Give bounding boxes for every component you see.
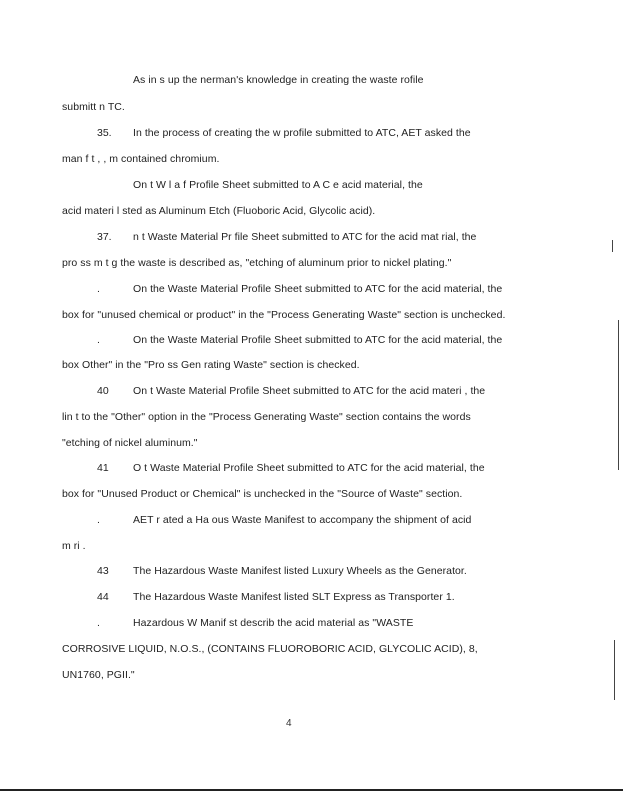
paragraph-line: "etching of nickel aluminum." (62, 437, 198, 449)
paragraph-line: m ri . (62, 540, 86, 552)
paragraph-line: On the Waste Material Profile Sheet submitted to ATC for the acid material, the (133, 283, 503, 295)
paragraph-line: O t Waste Material Profile Sheet submitted to ATC for the acid material, the (133, 462, 485, 474)
paragraph-number: 44 (97, 591, 109, 603)
paragraph-line: As in s up the nerman's knowledge in creating the waste rofile (133, 74, 424, 86)
paragraph-number: 43 (97, 565, 109, 577)
scan-mark (618, 320, 619, 470)
scan-mark (614, 640, 615, 700)
paragraph-line: On the Waste Material Profile Sheet submitted to ATC for the acid material, the (133, 334, 503, 346)
paragraph-line: box for "unused chemical or product" in the "Process Generating Waste" section is unchecked. (62, 309, 506, 321)
paragraph-number: . (97, 514, 100, 526)
paragraph-number: . (97, 283, 100, 295)
paragraph-line: lin t to the "Other" option in the "Process Generating Waste" section contains the words (62, 411, 471, 423)
paragraph-line: The Hazardous Waste Manifest listed Luxury Wheels as the Generator. (133, 565, 467, 577)
page-number: 4 (286, 718, 292, 729)
paragraph-line: In the process of creating the w profile submitted to ATC, AET asked the (133, 127, 471, 139)
paragraph-line: AET r ated a Ha ous Waste Manifest to accompany the shipment of acid (133, 514, 472, 526)
paragraph-line: UN1760, PGII." (62, 669, 135, 681)
paragraph-line: n t Waste Material Pr file Sheet submitted to ATC for the acid mat rial, the (133, 231, 477, 243)
paragraph-line: Hazardous W Manif st describ the acid material as "WASTE (133, 617, 414, 629)
paragraph-line: acid materi l sted as Aluminum Etch (Fluoboric Acid, Glycolic acid). (62, 205, 376, 217)
paragraph-line: man f t , , m contained chromium. (62, 153, 220, 165)
paragraph-number: 41 (97, 462, 109, 474)
paragraph-number: . (97, 334, 100, 346)
paragraph-number: . (97, 617, 100, 629)
paragraph-number: 37. (97, 231, 112, 243)
paragraph-line: The Hazardous Waste Manifest listed SLT Express as Transporter 1. (133, 591, 455, 603)
paragraph-line: box for "Unused Product or Chemical" is unchecked in the "Source of Waste" section. (62, 488, 463, 500)
paragraph-number: 40 (97, 385, 109, 397)
scan-mark (612, 240, 613, 252)
paragraph-line: box Other" in the "Pro ss Gen rating Waste" section is checked. (62, 359, 360, 371)
paragraph-line: On t W l a f Profile Sheet submitted to A C e acid material, the (133, 179, 423, 191)
paragraph-line: CORROSIVE LIQUID, N.O.S., (CONTAINS FLUOROBORIC ACID, GLYCOLIC ACID), 8, (62, 643, 478, 655)
bottom-rule (0, 789, 623, 791)
paragraph-line: On t Waste Material Profile Sheet submitted to ATC for the acid materi , the (133, 385, 486, 397)
paragraph-number: 35. (97, 127, 112, 139)
paragraph-line: pro ss m t g the waste is described as, "etching of aluminum prior to nickel plating." (62, 257, 452, 269)
paragraph-line: submitt n TC. (62, 101, 125, 113)
